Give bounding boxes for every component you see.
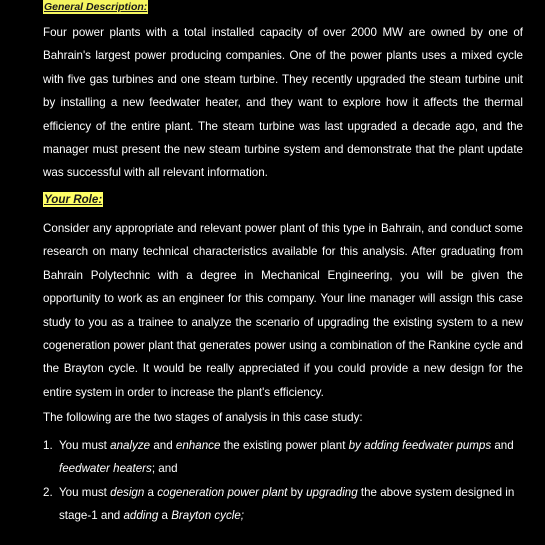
general-description-heading: General Description: [44, 1, 148, 13]
emphasized-text: by [348, 439, 361, 452]
emphasized-text: feedwater heaters [59, 462, 152, 476]
stage-number: 2. [43, 486, 53, 499]
text-run: ; and [151, 462, 178, 476]
stage-text [59, 434, 523, 481]
general-description-paragraph: Four power plants with a total installed capacity of over 2000 MW are owned by one of Bahrain's largest power producing companies. One of the power plants uses a mixed cycle with five gas turbines and one steam turbine. They recently upgraded the steam turbine unit by installing a new feedwater heater, and they want to explore how it affects the thermal efficiency of the entire plant. The steam turbine was last upgraded a decade ago, and the manager must present the new steam turbine system and demonstrate that the plant update was successful with all relevant information. [43, 26, 523, 180]
text-run: the above system designed in stage-1 and [59, 486, 515, 523]
text-run: and [491, 439, 514, 452]
text-run: by [287, 486, 307, 499]
emphasized-text: design [110, 486, 145, 499]
text-run: the existing power plant [220, 439, 349, 452]
emphasized-text: cogeneration power plant [157, 486, 288, 499]
text-run: You must [59, 486, 111, 499]
emphasized-text: adding [123, 509, 159, 523]
your-role-heading: Your Role: [44, 193, 103, 206]
text-run: a [144, 486, 158, 499]
text-run: and [150, 439, 176, 452]
stage-list-item-2 [43, 481, 523, 528]
text-run: a [158, 509, 172, 523]
emphasized-text: analyze [110, 439, 151, 452]
your-role-paragraph: Consider any appropriate and relevant power plant of this type in Bahrain, and conduct some research on many technical characteristics available for this analysis. After graduating from Bahrain Polytechnic with a degree in Mechanical Engineering, you will be given the opportunity to work as an engineer for this company. Your line manager will assign this case study to you as a trainee to analyze the scenario of upgrading the existing system to a new cogeneration power plant that generates power using a combination of the Rankine cycle and the Brayton cycle. It would be really appreciated if you could provide a new design for the entire system in order to increase the plant's efficiency. [43, 222, 523, 399]
emphasized-text: adding feedwater pumps [364, 439, 492, 452]
text-run: You must [59, 439, 111, 452]
emphasized-text: Brayton cycle; [171, 509, 244, 523]
emphasized-text: enhance [175, 439, 221, 452]
stage-list-item-1 [43, 434, 523, 481]
stages-intro: The following are the two stages of analysis in this case study: [43, 411, 363, 424]
emphasized-text: upgrading [306, 486, 358, 499]
stage-text [59, 481, 523, 528]
stage-number: 1. [43, 439, 53, 452]
